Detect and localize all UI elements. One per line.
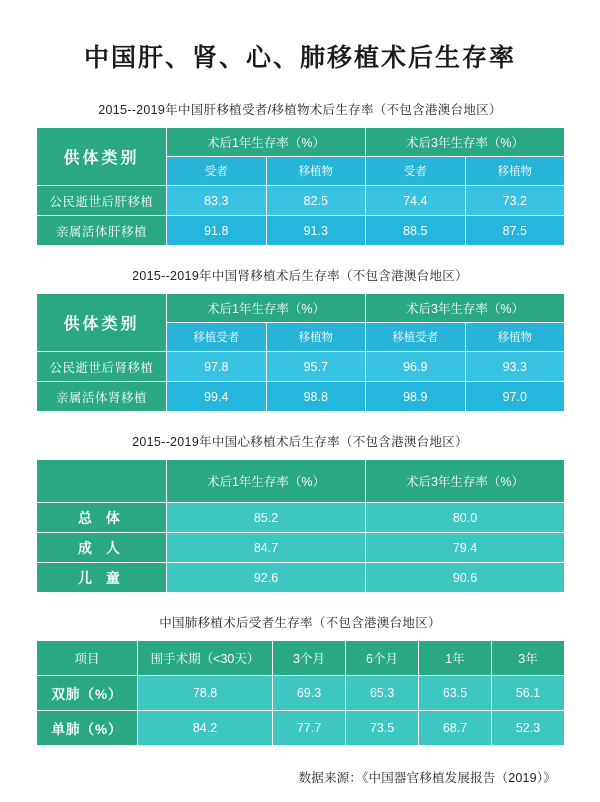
- heart-cell-1-1: 79.4: [366, 533, 565, 563]
- liver-subheader-3: 受者: [366, 157, 466, 186]
- lung-header-col-3: 6个月: [346, 641, 419, 676]
- lung-cell-1-4: 52.3: [492, 711, 565, 746]
- lung-header-col-1: 围手术期（<30天）: [138, 641, 273, 676]
- heart-cell-1-0: 84.7: [167, 533, 366, 563]
- heart-cell-0-1: 80.0: [366, 503, 565, 533]
- lung-header-col-2: 3个月: [273, 641, 346, 676]
- table-row: [37, 216, 565, 246]
- liver-cell-1-2: 88.5: [366, 216, 466, 246]
- table-row: [37, 711, 565, 746]
- liver-header-group-2: 术后3年生存率（%）: [366, 128, 565, 157]
- table-header-row: [37, 641, 565, 676]
- lung-header-col-4: 1年: [419, 641, 492, 676]
- lung-cell-1-0: 84.2: [138, 711, 273, 746]
- table-header-row: [37, 128, 565, 157]
- kidney-cell-0-3: 93.3: [465, 352, 565, 382]
- lung-cell-0-0: 78.8: [138, 676, 273, 711]
- kidney-table: [36, 293, 565, 412]
- lung-section: [36, 613, 564, 746]
- liver-subheader-1: 受者: [167, 157, 267, 186]
- table-row: [37, 382, 565, 412]
- kidney-row-label-1: 亲属活体肾移植: [37, 382, 167, 412]
- heart-section: [36, 432, 564, 593]
- table-row: [37, 533, 565, 563]
- kidney-subheader-3: 移植受者: [366, 323, 466, 352]
- kidney-header-group-1: 术后1年生存率（%）: [167, 294, 366, 323]
- heart-table: [36, 459, 565, 593]
- lung-header-col-0: 项目: [37, 641, 138, 676]
- heart-row-label-1: 成 人: [37, 533, 167, 563]
- kidney-cell-0-0: 97.8: [167, 352, 267, 382]
- kidney-caption: 2015--2019年中国肾移植术后生存率（不包含港澳台地区）: [132, 269, 468, 283]
- heart-cell-0-0: 85.2: [167, 503, 366, 533]
- kidney-row-label-0: 公民逝世后肾移植: [37, 352, 167, 382]
- heart-cell-2-0: 92.6: [167, 563, 366, 593]
- table-row: [37, 352, 565, 382]
- lung-table: [36, 640, 565, 746]
- lung-row-label-0: 双肺（%）: [37, 676, 138, 711]
- liver-cell-0-1: 82.5: [266, 186, 366, 216]
- heart-cell-2-1: 90.6: [366, 563, 565, 593]
- lung-header-col-5: 3年: [492, 641, 565, 676]
- liver-cell-0-2: 74.4: [366, 186, 466, 216]
- heart-header-blank: [37, 460, 167, 503]
- kidney-cell-1-3: 97.0: [465, 382, 565, 412]
- heart-row-label-2: 儿 童: [37, 563, 167, 593]
- liver-table: [36, 127, 565, 246]
- lung-cell-1-3: 68.7: [419, 711, 492, 746]
- lung-row-label-1: 单肺（%）: [37, 711, 138, 746]
- lung-cell-1-1: 77.7: [273, 711, 346, 746]
- liver-subheader-2: 移植物: [266, 157, 366, 186]
- kidney-section: [36, 266, 564, 412]
- heart-header-col-1: 术后1年生存率（%）: [167, 460, 366, 503]
- kidney-subheader-2: 移植物: [266, 323, 366, 352]
- kidney-cell-0-2: 96.9: [366, 352, 466, 382]
- heart-header-col-2: 术后3年生存率（%）: [366, 460, 565, 503]
- lung-cell-0-1: 69.3: [273, 676, 346, 711]
- lung-cell-0-2: 65.3: [346, 676, 419, 711]
- liver-row-label-1: 亲属活体肝移植: [37, 216, 167, 246]
- liver-header-category: 供体类别: [37, 128, 167, 186]
- liver-header-group-1: 术后1年生存率（%）: [167, 128, 366, 157]
- kidney-header-group-2: 术后3年生存率（%）: [366, 294, 565, 323]
- lung-cell-0-4: 56.1: [492, 676, 565, 711]
- liver-cell-1-0: 91.8: [167, 216, 267, 246]
- kidney-cell-0-1: 95.7: [266, 352, 366, 382]
- liver-cell-1-1: 91.3: [266, 216, 366, 246]
- kidney-subheader-4: 移植物: [465, 323, 565, 352]
- lung-caption: 中国肺移植术后受者生存率（不包含港澳台地区）: [159, 616, 441, 630]
- table-row: [37, 563, 565, 593]
- heart-row-label-0: 总 体: [37, 503, 167, 533]
- table-header-row: [37, 460, 565, 503]
- table-row: [37, 503, 565, 533]
- liver-subheader-4: 移植物: [465, 157, 565, 186]
- kidney-header-category: 供体类别: [37, 294, 167, 352]
- table-row: [37, 186, 565, 216]
- liver-cell-0-0: 83.3: [167, 186, 267, 216]
- kidney-cell-1-2: 98.9: [366, 382, 466, 412]
- kidney-cell-1-1: 98.8: [266, 382, 366, 412]
- table-header-row: [37, 294, 565, 323]
- kidney-cell-1-0: 99.4: [167, 382, 267, 412]
- liver-cell-0-3: 73.2: [465, 186, 565, 216]
- source-note: 数据来源：《中国器官移植发展报告（2019）》: [298, 771, 556, 785]
- liver-caption: 2015--2019年中国肝移植受者/移植物术后生存率（不包含港澳台地区）: [98, 103, 502, 117]
- liver-cell-1-3: 87.5: [465, 216, 565, 246]
- lung-cell-0-3: 63.5: [419, 676, 492, 711]
- heart-caption: 2015--2019年中国心移植术后生存率（不包含港澳台地区）: [132, 435, 468, 449]
- kidney-subheader-1: 移植受者: [167, 323, 267, 352]
- lung-cell-1-2: 73.5: [346, 711, 419, 746]
- liver-section: [36, 100, 564, 246]
- table-row: [37, 676, 565, 711]
- page-title: 中国肝、肾、心、肺移植术后生存率: [83, 44, 516, 72]
- liver-row-label-0: 公民逝世后肝移植: [37, 186, 167, 216]
